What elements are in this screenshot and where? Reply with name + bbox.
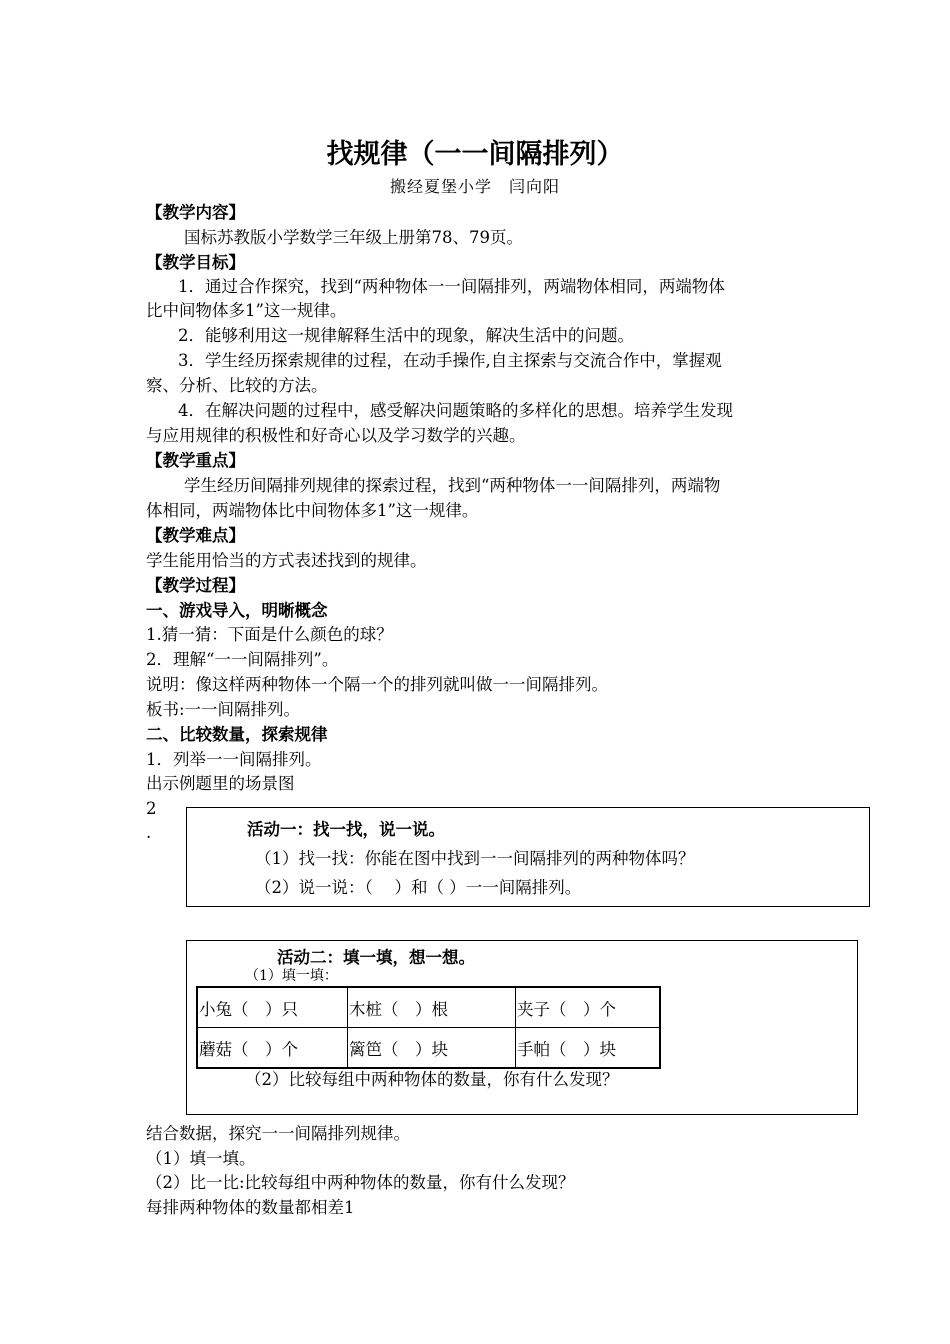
goal-1-line-b: 比中间物体多1”这一规律。 <box>146 301 347 320</box>
after-text-4: 每排两种物体的数量都相差1 <box>146 1198 355 1217</box>
table-cell: 蘑菇（ ）个 <box>197 1028 348 1069</box>
activity-two-question: （2）比较每组中两种物体的数量，你有什么发现？ <box>245 1070 619 1089</box>
activity-one-title: 活动一：找一找，说一说。 <box>247 820 445 839</box>
table-cell: 篱笆（ ）块 <box>348 1028 516 1069</box>
key-line-b: 体相同，两端物体比中间物体多1”这一规律。 <box>146 501 479 520</box>
activity-one-line-1: （1）找一找：你能在图中找到一一间隔排列的两种物体吗？ <box>255 849 695 868</box>
goal-4-line-b: 与应用规律的积极性和好奇心以及学习数学的兴趣。 <box>146 426 526 445</box>
after-text-2: （1）填一填。 <box>146 1149 256 1168</box>
part-1-item-1: 1.猜一猜：下面是什么颜色的球？ <box>146 625 393 644</box>
goal-1-line-a: 1．通过合作探究，找到“两种物体一一间隔排列，两端物体相同，两端物体 <box>178 277 725 296</box>
activity-one-line-2: （2）说一说：（ ）和（ ）一一间隔排列。 <box>255 878 582 897</box>
part-1-board-note: 板书:一一间隔排列。 <box>146 700 301 719</box>
part-2-scene-note: 出示例题里的场景图 <box>146 774 295 793</box>
activity-two-fill-label: （1）填一填： <box>245 968 338 984</box>
activity-one-box <box>186 807 870 907</box>
table-row <box>197 987 660 1028</box>
part-2-item-number: 2 <box>146 799 157 818</box>
section-heading-difficulty: 【教学难点】 <box>146 526 245 545</box>
goal-3-line-a: 3．学生经历探索规律的过程，在动手操作,自主探索与交流合作中，掌握观 <box>178 351 722 370</box>
section-heading-goals: 【教学目标】 <box>146 253 245 272</box>
part-2-item-dot: . <box>146 823 152 842</box>
part-2-item-1: 1．列举一一间隔排列。 <box>146 750 322 769</box>
author-line: 搬经夏堡小学 闫向阳 <box>389 177 560 196</box>
section-heading-content: 【教学内容】 <box>146 203 245 222</box>
after-text-1: 结合数据，探究一一间隔排列规律。 <box>146 1124 410 1143</box>
part-1-explanation: 说明：像这样两种物体一个隔一个的排列就叫做一一间隔排列。 <box>146 675 608 694</box>
goal-2: 2．能够利用这一规律解释生活中的现象，解决生活中的问题。 <box>178 326 634 345</box>
goal-4-line-a: 4．在解决问题的过程中，感受解决问题策略的多样化的思想。培养学生发现 <box>178 401 733 420</box>
part-1-heading: 一、游戏导入，明晰概念 <box>146 601 328 620</box>
section-heading-process: 【教学过程】 <box>146 576 245 595</box>
difficulty-text: 学生能用恰当的方式表述找到的规律。 <box>146 551 427 570</box>
part-1-item-2: 2．理解“一一间隔排列”。 <box>146 650 339 669</box>
fill-in-table <box>196 986 661 1069</box>
table-cell: 木桩（ ）根 <box>348 987 516 1028</box>
after-text-3: （2）比一比:比较每组中两种物体的数量，你有什么发现？ <box>146 1173 575 1192</box>
goal-3-line-b: 察、分析、比较的方法。 <box>146 376 328 395</box>
content-text: 国标苏教版小学数学三年级上册第78、79页。 <box>184 228 523 247</box>
part-2-heading: 二、比较数量，探索规律 <box>146 725 328 744</box>
table-cell: 夹子（ ）个 <box>516 987 661 1028</box>
section-heading-key: 【教学重点】 <box>146 451 245 470</box>
page-title: 找规律（一一间隔排列） <box>326 139 624 170</box>
activity-two-title: 活动二：填一填，想一想。 <box>277 948 475 967</box>
key-line-a: 学生经历间隔排列规律的探索过程，找到“两种物体一一间隔排列，两端物 <box>184 476 721 495</box>
table-cell: 手帕（ ）块 <box>516 1028 661 1069</box>
table-cell: 小兔（ ）只 <box>197 987 348 1028</box>
table-row <box>197 1028 660 1069</box>
